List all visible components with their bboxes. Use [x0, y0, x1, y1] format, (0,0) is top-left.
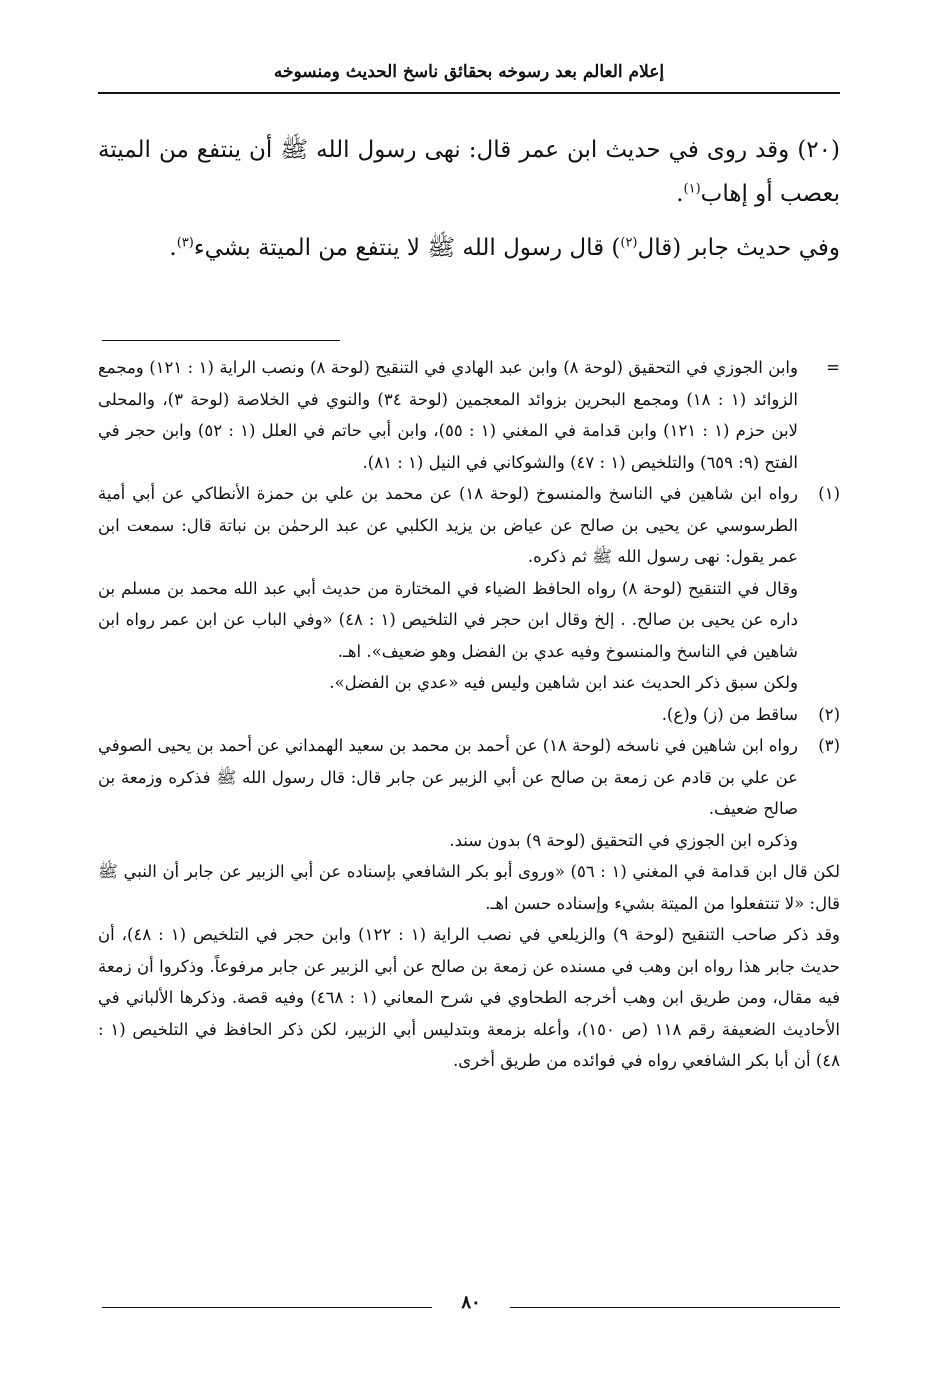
running-head: إعلام العالم بعد رسوخه بحقائق ناسخ الحديث ومنسوخه	[273, 62, 665, 82]
footnote-body	[98, 730, 798, 856]
footnote-text: وقد ذكر صاحب التنقيح (لوحة ٩) والزيلعي في نصب الراية (١ : ١٢٢) وابن حجر في التلخيص (١ : ٤٨)، أن حديث جابر هذا رواه ابن وهب في مسنده عن زمعة بن صالح عن أبي الزبير عن جابر مرفوعاً. وذكروا أن زمعة فيه مقال، ومن طريق ابن وهب أخرجه الطحاوي في شرح المعاني (١ : ٤٦٨) وفيه قصة. وذكرها الألباني في الأحاديث الضعيفة رقم ١١٨ (ص ١٥٠)، وأعله بزمعة وبتدليس أبي الزبير، لكن ذكر الحافظ في التلخيص (١ : ٤٨) أن أبا بكر الشافعي رواه في فوائده من طريق أخرى.	[98, 925, 840, 1070]
footnote-text: ولكن سبق ذكر الحديث عند ابن شاهين وليس فيه «عدي بن الفضل».	[329, 673, 798, 692]
footnote-body	[98, 699, 798, 731]
header-rule	[98, 92, 840, 94]
footnote-marker: (٢)	[818, 704, 840, 724]
paragraph-end: .	[676, 181, 684, 207]
footnotes	[98, 352, 840, 1077]
footnote-body	[98, 478, 798, 699]
footer-rule-left	[102, 1307, 432, 1308]
footnote-2	[98, 699, 840, 731]
paragraph-text: (٢٠) وقد روى في حديث ابن عمر قال: نهى رسول الله ﷺ أن ينتفع من الميتة بعصب أو إهاب	[98, 137, 840, 207]
footnote-ref-1: (١)	[683, 181, 701, 197]
footnote-ref-3: (٣)	[176, 235, 194, 251]
footnote-text: لكن قال ابن قدامة في المغني (١ : ٥٦) «وروى أبو بكر الشافعي بإسناده عن أبي الزبير عن جابر أن النبي ﷺ قال: «لا تنتفعلوا من الميتة بشيء وإسناده حسن اهـ.	[98, 862, 840, 913]
footnote-text: وقال في التنقيح (لوحة ٨) رواه الحافظ الضياء في المختارة من حديث أبي عبد الله محمد بن مسلم بن داره عن يحيى بن صالح. . إلخ وقال ابن حجر في التلخيص (١ : ٤٨) «وفي الباب عن ابن عمر رواه ابن شاهين في الناسخ والمنسوخ وفيه عدي بن الفضل وهو ضعيف». اهـ.	[98, 578, 798, 661]
paragraph-text-b: ) قال رسول الله ﷺ لا ينتفع من الميتة بشيء	[193, 235, 621, 261]
footnote-3-continued	[98, 856, 840, 1077]
footnote-body	[98, 352, 798, 478]
footnote-marker: =	[826, 358, 840, 377]
footnote-marker: (٣)	[818, 736, 840, 755]
footnote-text: رواه ابن شاهين في الناسخ والمنسوخ (لوحة ١٨) عن محمد بن علي بن حمزة الأنطاكي عن أبي أمية الطرسوسي عن يحيى بن صالح عن عياض بن يزيد الكلبي عن عبد الرحمٰن بن نباتة قال: سمعت ابن عمر يقول: نهى رسول الله ﷺ ثم ذكره.	[98, 484, 798, 566]
footnote-body	[98, 856, 840, 1077]
hadith-paragraph-20	[98, 128, 840, 216]
footnote-1	[98, 478, 840, 699]
footer-rule-right	[510, 1307, 840, 1308]
footnote-text: رواه ابن شاهين في ناسخه (لوحة ١٨) عن أحمد بن محمد بن سعيد الهمداني عن أحمد بن يحيى الصوفي عن علي بن قادم عن زمعة بن صالح عن أبي الزبير عن جابر قال: قال رسول الله ﷺ فذكره وزمعة بن صالح ضعيف.	[98, 736, 798, 818]
page-footer	[102, 1290, 840, 1316]
paragraph-end: .	[169, 235, 177, 261]
footnote-separator	[102, 340, 340, 341]
footnote-text: وذكره ابن الجوزي في التحقيق (لوحة ٩) بدون سند.	[449, 830, 798, 850]
footnote-3	[98, 730, 840, 856]
page-number: ٨٠	[461, 1292, 481, 1313]
main-text	[98, 128, 840, 280]
paragraph-text-a: وفي حديث جابر (قال	[637, 235, 840, 261]
hadith-paragraph-jabir	[98, 226, 840, 270]
footnote-marker: (١)	[818, 484, 840, 503]
footnote-text: وابن الجوزي في التحقيق (لوحة ٨) وابن عبد الهادي في التنقيح (لوحة ٨) ونصب الراية (١ : ١٢١) ومجمع الزوائد (١ : ١٨) ومجمع البحرين بزوائد المعجمين (لوحة ٣٤) والنوي في الخلاصة (لوحة ٣)، والمحلى لابن حزم (١ : ١٢١) وابن قدامة في المغني (١ : ٥٥)، وابن أبي حاتم في العلل (١ : ٥٢) وابن حجر في الفتح (٩: ٦٥٩) والتلخيص (١ : ٤٧) والشوكاني في النيل (١ : ٨١).	[98, 358, 798, 472]
footnote-continuation	[98, 352, 840, 478]
footnote-text: ساقط من (ز) و(ع).	[661, 704, 798, 724]
footnote-ref-2: (٢)	[620, 235, 638, 251]
